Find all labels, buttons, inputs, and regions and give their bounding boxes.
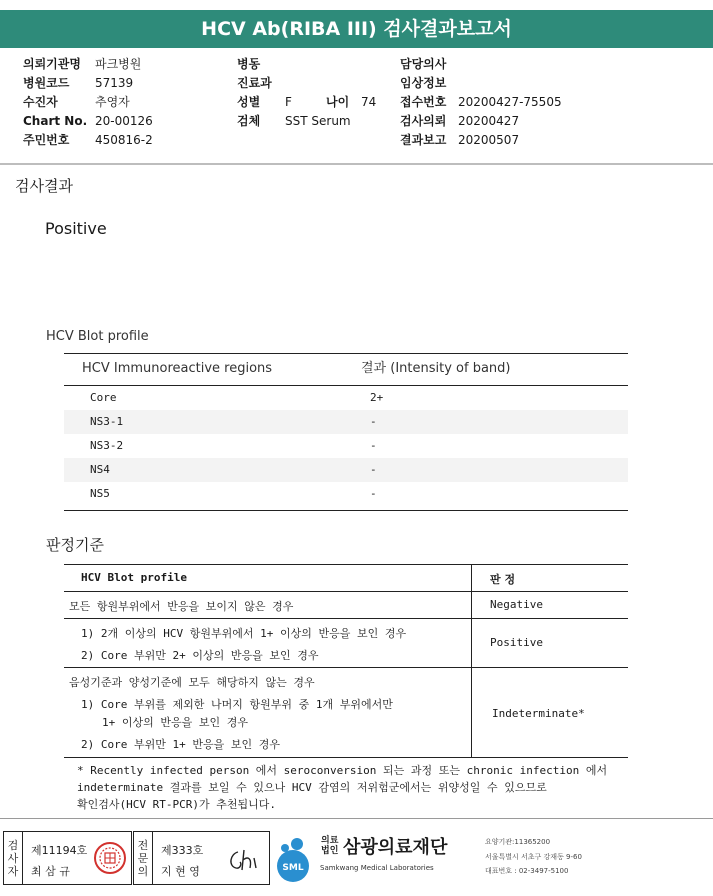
criteria-indeterminate-desc-2: 2) Core 부위만 1+ 반응을 보인 경우 bbox=[81, 738, 280, 751]
corp-label: 의료 법인 bbox=[321, 836, 339, 856]
table-row: NS3-1 - bbox=[64, 410, 628, 434]
criteria-table bbox=[64, 564, 628, 758]
specialist-name: 지 현 영 bbox=[161, 865, 200, 878]
footnote-line-2: indeterminate 결과를 보일 수 있으나 HCV 감염의 저위험군에서는 위양성일 수 있으므로 bbox=[77, 781, 547, 794]
specialist-box bbox=[133, 831, 270, 885]
org-phone: 대표번호 : 02-3497-5100 bbox=[485, 867, 569, 875]
criteria-header-judgement: 판 정 bbox=[490, 573, 516, 586]
criteria-negative-label: Negative bbox=[490, 598, 543, 611]
criteria-header-profile: HCV Blot profile bbox=[81, 571, 187, 584]
blot-bottom-rule bbox=[64, 510, 628, 511]
result-value: Positive bbox=[45, 219, 107, 238]
table-row: NS3-2 - bbox=[90, 439, 377, 452]
sml-logo-text: SML bbox=[282, 863, 304, 873]
criteria-indeterminate-desc-1: 1) Core 부위를 제외한 나머지 항원부위 중 1개 부위에서만 bbox=[81, 698, 393, 711]
examiner-name: 최 삼 규 bbox=[31, 865, 70, 878]
blot-caption: HCV Blot profile bbox=[46, 329, 149, 344]
seal-icon bbox=[93, 840, 127, 876]
table-row: Core 2+ bbox=[90, 391, 384, 404]
org-name: 삼광의료재단 bbox=[343, 837, 448, 858]
examiner-license: 제11194호 bbox=[31, 844, 88, 857]
specialist-box-divider bbox=[152, 832, 153, 884]
examiner-label: 검 사 자 bbox=[7, 839, 19, 878]
criteria-positive-label: Positive bbox=[490, 636, 543, 649]
criteria-positive-desc-2: 2) Core 부위만 2+ 이상의 반응을 보인 경우 bbox=[81, 649, 319, 662]
criteria-positive-desc-1: 1) 2개 이상의 HCV 항원부위에서 1+ 이상의 반응을 보인 경우 bbox=[81, 627, 407, 640]
criteria-title: 판정기준 bbox=[46, 536, 104, 554]
footnote-line-3: 확인검사(HCV RT-PCR)가 추천됩니다. bbox=[77, 798, 276, 811]
blot-header-result: 결과 (Intensity of band) bbox=[361, 361, 511, 376]
criteria-negative-desc: 모든 항원부위에서 반응을 보이지 않은 경우 bbox=[69, 600, 294, 613]
blot-header-region: HCV Immunoreactive regions bbox=[82, 361, 273, 376]
result-section-title: 검사결과 bbox=[15, 177, 73, 195]
footnote bbox=[77, 762, 637, 813]
criteria-rule bbox=[64, 591, 628, 592]
examiner-box bbox=[3, 831, 132, 885]
criteria-rule bbox=[64, 667, 628, 668]
table-row: NS4 - bbox=[64, 458, 628, 482]
criteria-rule bbox=[64, 564, 628, 565]
footnote-line-1: * Recently infected person 에서 seroconversion 되는 과정 또는 chronic infection 에서 bbox=[77, 764, 608, 777]
specialist-license: 제333호 bbox=[161, 844, 204, 857]
report-title: HCV Ab(RIBA III) 검사결과보고서 bbox=[0, 10, 713, 48]
org-address: 서울특별시 서초구 강재동 9-60 bbox=[485, 853, 582, 861]
specialist-label: 전 문 의 bbox=[137, 839, 149, 878]
table-row: NS5 - bbox=[90, 487, 377, 500]
criteria-indeterminate-label: Indeterminate* bbox=[492, 707, 585, 720]
criteria-rule bbox=[64, 618, 628, 619]
criteria-rule bbox=[64, 757, 628, 758]
care-code: 요양기관:11365200 bbox=[485, 838, 551, 846]
footer-divider bbox=[0, 818, 713, 819]
sml-logo-icon bbox=[273, 834, 315, 884]
criteria-indeterminate-desc-1b: 1+ 이상의 반응을 보인 경우 bbox=[102, 716, 248, 729]
footer bbox=[0, 824, 713, 896]
signature-icon bbox=[226, 846, 262, 874]
examiner-box-divider bbox=[22, 832, 23, 884]
header-divider bbox=[0, 163, 713, 165]
org-english-name: Samkwang Medical Laboratories bbox=[320, 864, 434, 872]
criteria-indeterminate-desc-0: 음성기준과 양성기준에 모두 해당하지 않는 경우 bbox=[69, 676, 315, 689]
criteria-column-divider bbox=[471, 564, 472, 758]
